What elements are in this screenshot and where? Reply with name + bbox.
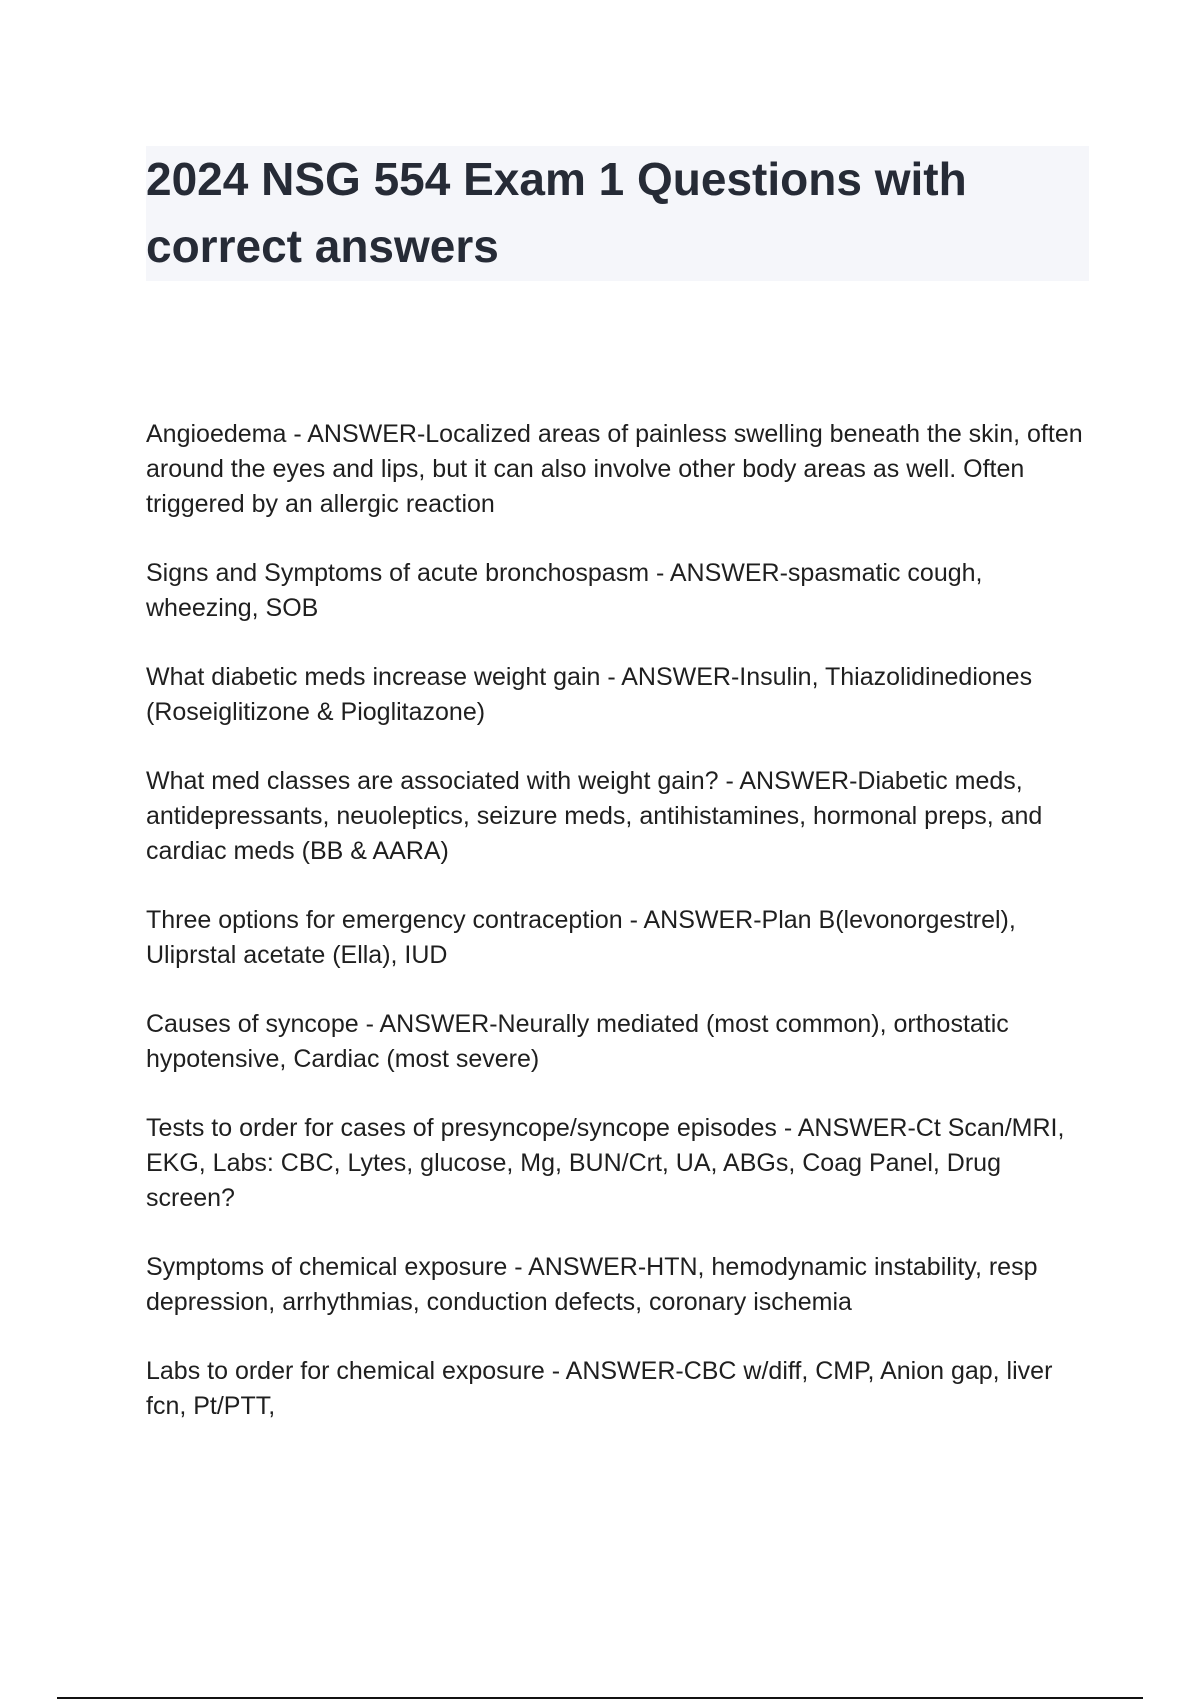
qa-item-emergency-contraception: Three options for emergency contraception - ANSWER-Plan B(levonorgestrel), Uliprstal acetate (Ella), IUD — [146, 906, 1016, 969]
footer-divider — [57, 1697, 1143, 1699]
qa-item-chemical-symptoms: Symptoms of chemical exposure - ANSWER-HTN, hemodynamic instability, resp depression, arrhythmias, conduction defects, coronary ischemia — [146, 1253, 1038, 1316]
qa-item-syncope-tests: Tests to order for cases of presyncope/syncope episodes - ANSWER-Ct Scan/MRI, EKG, Labs: CBC, Lytes, glucose, Mg, BUN/Crt, UA, ABGs, Coag Panel, Drug screen? — [146, 1114, 1065, 1212]
qa-item-diabetic-meds: What diabetic meds increase weight gain - ANSWER-Insulin, Thiazolidinediones (Roseiglitizone & Pioglitazone) — [146, 663, 1033, 726]
qa-item-med-classes: What med classes are associated with weight gain? - ANSWER-Diabetic meds, antidepressants, neuoleptics, seizure meds, antihistamines, hormonal preps, and cardiac meds (BB & AARA) — [146, 767, 1043, 865]
qa-item-chemical-labs: Labs to order for chemical exposure - ANSWER-CBC w/diff, CMP, Anion gap, liver fcn, Pt/PTT, — [146, 1357, 1053, 1420]
title-block — [146, 146, 1089, 281]
qa-item-bronchospasm: Signs and Symptoms of acute bronchospasm - ANSWER-spasmatic cough, wheezing, SOB — [146, 559, 983, 622]
page-title: 2024 NSG 554 Exam 1 Questions with correct answers — [146, 153, 967, 272]
qa-item-syncope-causes: Causes of syncope - ANSWER-Neurally mediated (most common), orthostatic hypotensive, Cardiac (most severe) — [146, 1010, 1009, 1073]
qa-list — [146, 417, 1096, 1458]
qa-item-angioedema: Angioedema - ANSWER-Localized areas of painless swelling beneath the skin, often around the eyes and lips, but it can also involve other body areas as well. Often triggered by an allergic reaction — [146, 420, 1083, 518]
